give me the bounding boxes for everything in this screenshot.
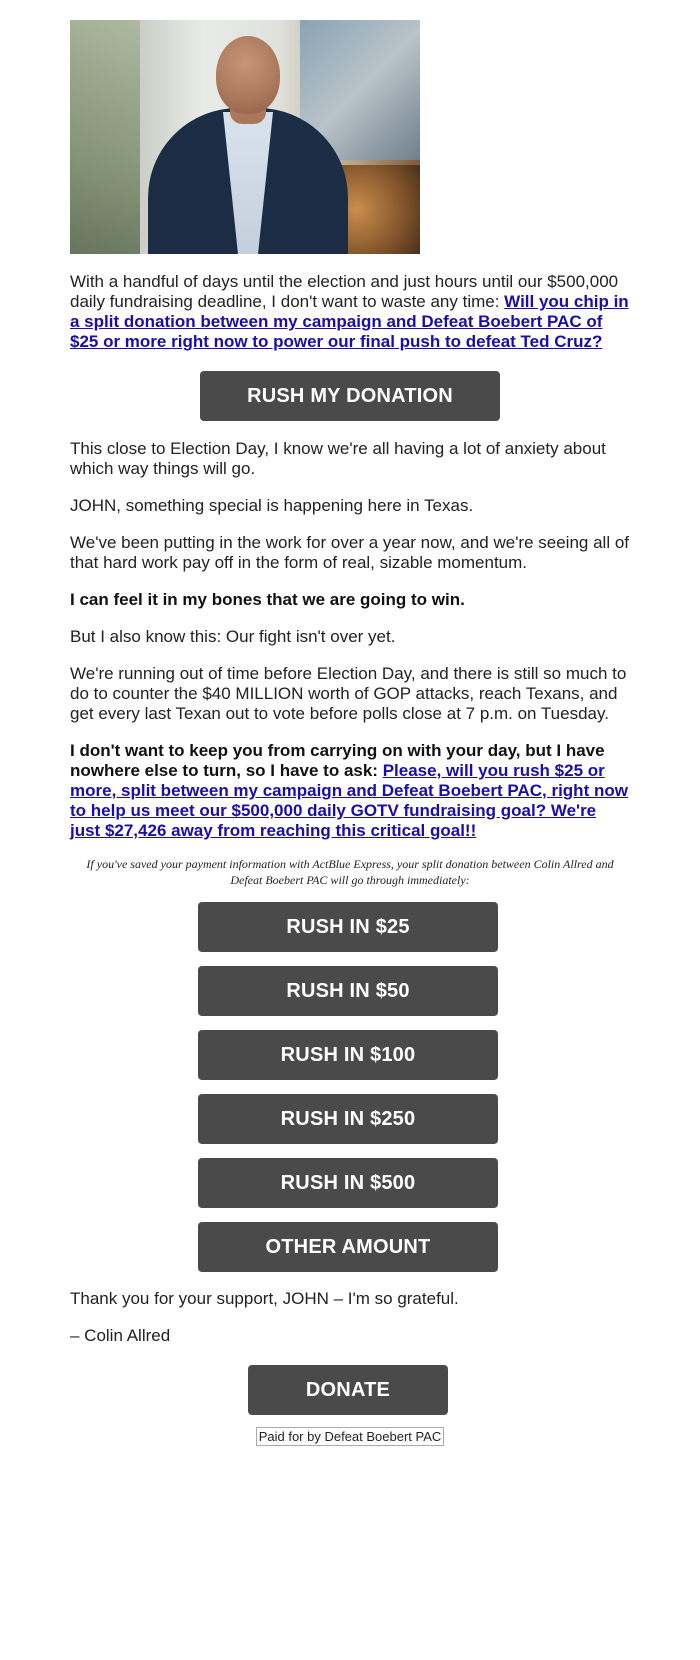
actblue-express-note: If you've saved your payment information with ActBlue Express, your split donation between Colin Allred and Defeat Boebert PAC will go through immediately:: [86, 857, 614, 887]
intro-paragraph: [70, 272, 630, 352]
other-amount-button[interactable]: OTHER AMOUNT: [198, 1222, 498, 1272]
email-content: [70, 20, 630, 1446]
rush-50-button[interactable]: RUSH IN $50: [198, 966, 498, 1016]
signature: – Colin Allred: [70, 1326, 171, 1345]
paragraph-gop-attacks: We're running out of time before Election Day, and there is still so much to do to counter the $40 MILLION worth of GOP attacks, reach Texans, and get every last Texan out to vote before polls close at 7 p.m. on Tuesday.: [70, 664, 627, 723]
rush-25-button[interactable]: RUSH IN $25: [198, 902, 498, 952]
paragraph-momentum: We've been putting in the work for over a year now, and we're seeing all of that hard work pay off in the form of real, sizable momentum.: [70, 533, 629, 572]
amount-buttons: [70, 902, 630, 1272]
paragraph-win: I can feel it in my bones that we are going to win.: [70, 590, 465, 609]
paid-for-disclaimer: Paid for by Defeat Boebert PAC: [256, 1427, 445, 1446]
paragraph-texas: JOHN, something special is happening here in Texas.: [70, 496, 474, 515]
paid-for-wrap: [70, 1427, 630, 1446]
paragraph-ask: [70, 741, 630, 841]
rush-250-button[interactable]: RUSH IN $250: [198, 1094, 498, 1144]
paragraph-anxiety: This close to Election Day, I know we're all having a lot of anxiety about which way things will go.: [70, 439, 606, 478]
ask-donate-link[interactable]: Please, will you rush $25 or more, split between my campaign and Defeat Boebert PAC, right now to help us meet our $500,000 daily GOTV fundraising goal? We're just $27,426 away from reaching this critical goal!!: [70, 761, 628, 840]
rush-my-donation-button[interactable]: RUSH MY DONATION: [200, 371, 500, 421]
candidate-photo: [70, 20, 420, 254]
rush-500-button[interactable]: RUSH IN $500: [198, 1158, 498, 1208]
donate-button[interactable]: DONATE: [248, 1365, 448, 1415]
thank-you-text: Thank you for your support, JOHN – I'm so grateful.: [70, 1289, 459, 1308]
intro-donate-link[interactable]: Will you chip in a split donation between my campaign and Defeat Boebert PAC of $25 or more right now to power our final push to defeat Ted Cruz?: [70, 292, 629, 351]
rush-100-button[interactable]: RUSH IN $100: [198, 1030, 498, 1080]
ask-text: I don't want to keep you from carrying on with your day, but I have nowhere else to turn, so I have to ask:: [70, 741, 605, 780]
intro-text: With a handful of days until the election and just hours until our $500,000 daily fundraising deadline, I don't want to waste any time:: [70, 272, 619, 311]
paragraph-fight: But I also know this: Our fight isn't over yet.: [70, 627, 396, 646]
